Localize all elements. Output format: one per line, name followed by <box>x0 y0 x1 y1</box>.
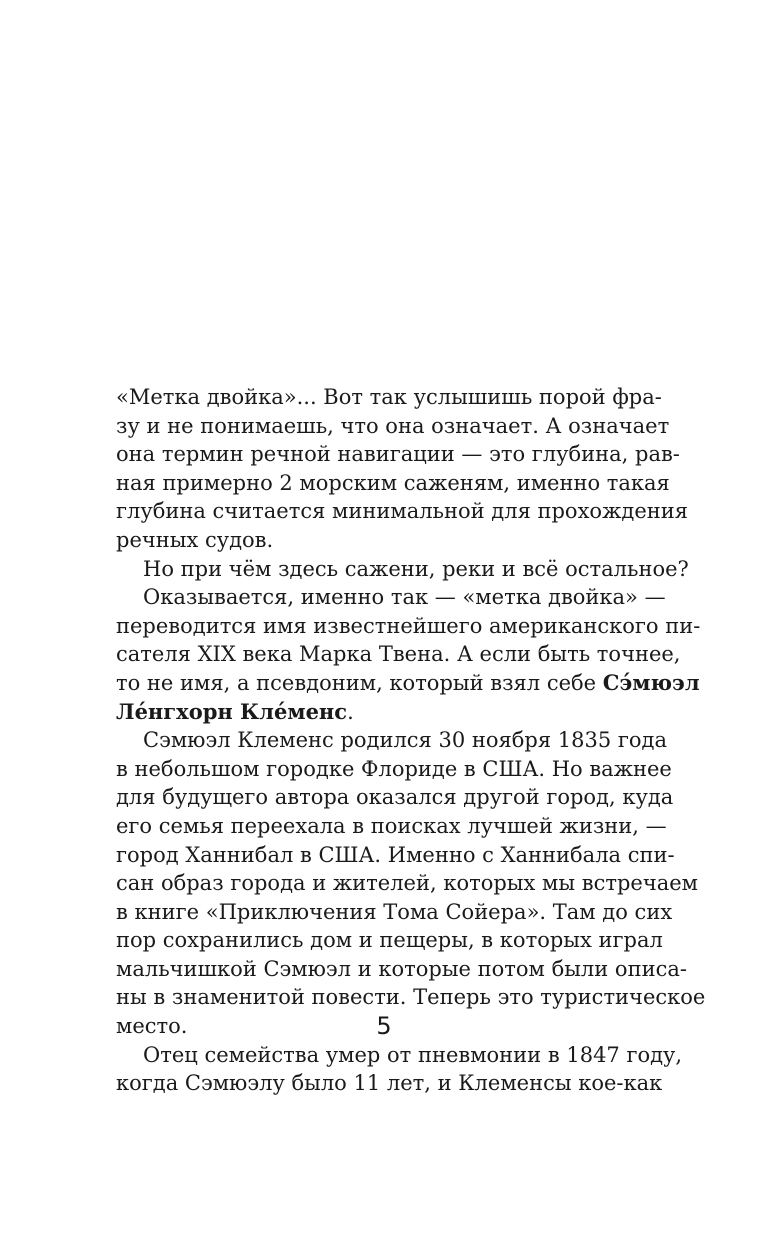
text-segment: то не имя, а псевдоним, который взял себе <box>116 670 597 695</box>
bold-name: Сэ́мюэл <box>602 669 700 695</box>
text-line: место. <box>116 1014 188 1039</box>
bold-name: Ле́нгхорн Кле́менс <box>116 698 348 724</box>
text-line: когда Сэмюэлу было 11 лет, и Клеменсы кое-как <box>116 1071 663 1096</box>
text-line: зу и не понимаешь, что она означает. А означает <box>116 413 670 438</box>
text-line: Оказывается, именно так — «метка двойка» — <box>143 585 666 610</box>
text-line: в небольшом городке Флориде в США. Но важнее <box>116 756 672 781</box>
text-line: «Метка двойка»... Вот так услышишь порой фра- <box>116 385 662 409</box>
text-line: город Ханнибал в США. Именно с Ханнибала спи- <box>116 842 675 867</box>
text-line: пор сохранились дом и пещеры, в которых играл <box>116 928 663 953</box>
text-line <box>116 698 650 727</box>
text-line: переводится имя известнейшего американского пи- <box>116 613 701 638</box>
text-line: глубина считается минимальной для прохождения <box>116 499 688 524</box>
text-line: для будущего автора оказался другой город, куда <box>116 785 674 810</box>
text-line: Отец семейства умер от пневмонии в 1847 году, <box>143 1042 683 1067</box>
text-line: ны в знаменитой повести. Теперь это туристическое <box>116 985 706 1010</box>
text-line: ная примерно 2 морским саженям, именно такая <box>116 470 670 495</box>
text-segment: . <box>347 699 354 724</box>
text-line: его семья переехала в поисках лучшей жизни, — <box>116 813 667 838</box>
text-line: Но при чём здесь сажени, реки и всё остальное? <box>143 556 689 581</box>
text-line: Сэмюэл Клеменс родился 30 ноября 1835 года <box>143 728 667 753</box>
text-line: мальчишкой Сэмюэл и которые потом были описа- <box>116 956 687 981</box>
body-text <box>116 383 706 1098</box>
text-line: сателя XIX века Марка Твена. А если быть точнее, <box>116 642 681 667</box>
text-line <box>116 669 700 698</box>
text-line: сан образ города и жителей, которых мы встречаем <box>116 871 699 896</box>
page-number: 5 <box>376 1012 392 1040</box>
text-line: в книге «Приключения Тома Сойера». Там до сих <box>116 899 673 924</box>
text-line: речных судов. <box>116 527 274 552</box>
text-line: она термин речной навигации — это глубина, рав- <box>116 442 680 467</box>
